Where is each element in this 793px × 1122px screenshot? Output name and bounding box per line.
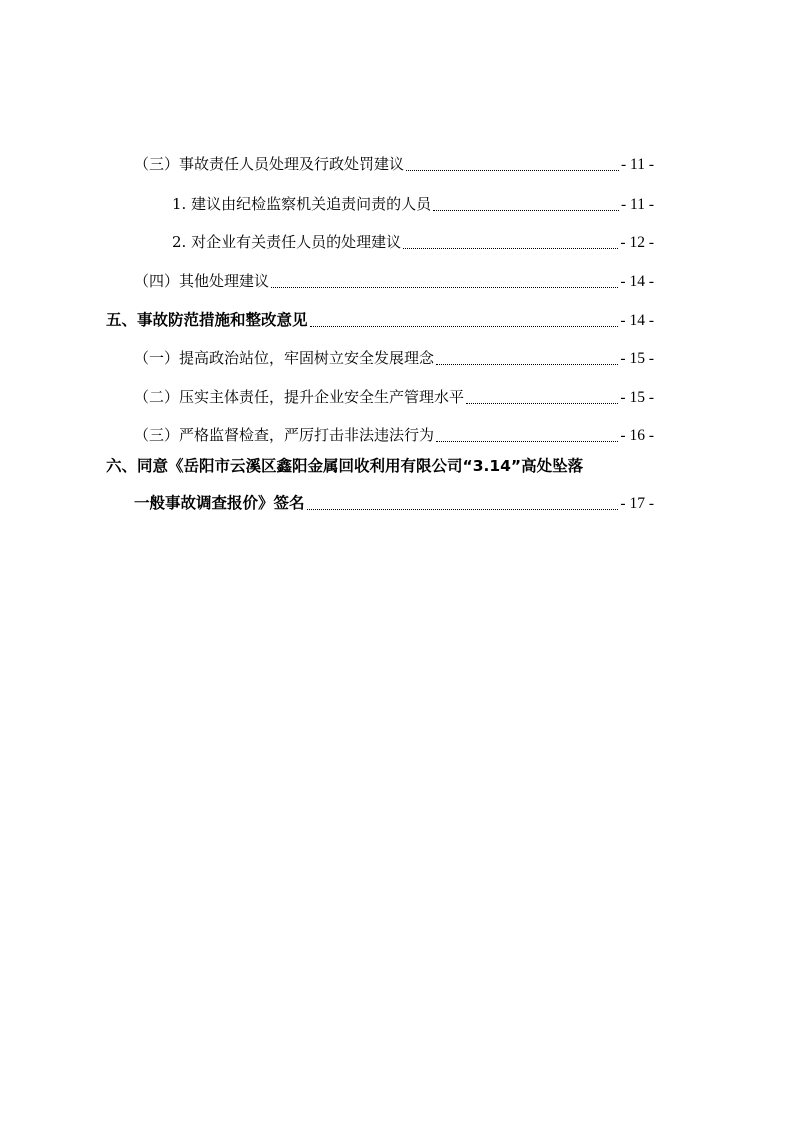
toc-entry-6-line2[interactable] bbox=[134, 492, 654, 515]
toc-entry-title: 1. 建议由纪检监察机关追责问责的人员 bbox=[172, 195, 432, 213]
toc-entry-title: （三）严格监督检查，严厉打击非法违法行为 bbox=[134, 426, 435, 444]
toc-entry-title: （一）提高政治站位，牢固树立安全发展理念 bbox=[134, 349, 435, 367]
toc-entry-3-3-1[interactable] bbox=[172, 193, 654, 216]
toc-entry-5-1[interactable] bbox=[134, 347, 654, 370]
toc-entry-5-3[interactable] bbox=[134, 424, 654, 447]
toc-entry-title: （四）其他处理建议 bbox=[134, 272, 270, 290]
dot-leader bbox=[403, 248, 618, 249]
dot-leader bbox=[310, 326, 619, 327]
dot-leader bbox=[307, 509, 619, 510]
toc-entry-3-3-2[interactable] bbox=[172, 231, 654, 254]
toc-entry-6-line1[interactable]: 六、同意《岳阳市云溪区鑫阳金属回收利用有限公司“3.14”高处坠落 bbox=[106, 457, 584, 475]
toc-entry-5[interactable] bbox=[106, 309, 654, 332]
toc-entry-5-2[interactable] bbox=[134, 386, 654, 409]
toc-entry-title: （三）事故责任人员处理及行政处罚建议 bbox=[134, 155, 405, 173]
dot-leader bbox=[466, 403, 618, 404]
toc-entry-page: - 16 - bbox=[620, 427, 654, 444]
toc-entry-page: - 14 - bbox=[620, 312, 654, 329]
toc-entry-page: - 14 - bbox=[620, 273, 654, 290]
toc-entry-page: - 11 - bbox=[621, 196, 654, 213]
toc-entry-title: （二）压实主体责任，提升企业安全生产管理水平 bbox=[134, 388, 465, 406]
toc-entry-title: 五、事故防范措施和整改意见 bbox=[106, 311, 308, 329]
dot-leader bbox=[406, 170, 619, 171]
dot-leader bbox=[436, 364, 618, 365]
toc-entry-3-4[interactable] bbox=[134, 270, 654, 293]
dot-leader bbox=[271, 287, 618, 288]
toc-entry-page: - 15 - bbox=[620, 350, 654, 367]
dot-leader bbox=[433, 210, 619, 211]
toc-entry-page: - 15 - bbox=[620, 389, 654, 406]
toc-entry-title: 一般事故调查报价》签名 bbox=[134, 494, 305, 512]
toc-entry-3-3[interactable] bbox=[134, 153, 654, 176]
toc-entry-page: - 12 - bbox=[620, 234, 654, 251]
toc-entry-page: - 11 - bbox=[621, 156, 654, 173]
toc-entry-page: - 17 - bbox=[620, 495, 654, 512]
toc-entry-title: 2. 对企业有关责任人员的处理建议 bbox=[172, 233, 402, 251]
dot-leader bbox=[436, 441, 618, 442]
